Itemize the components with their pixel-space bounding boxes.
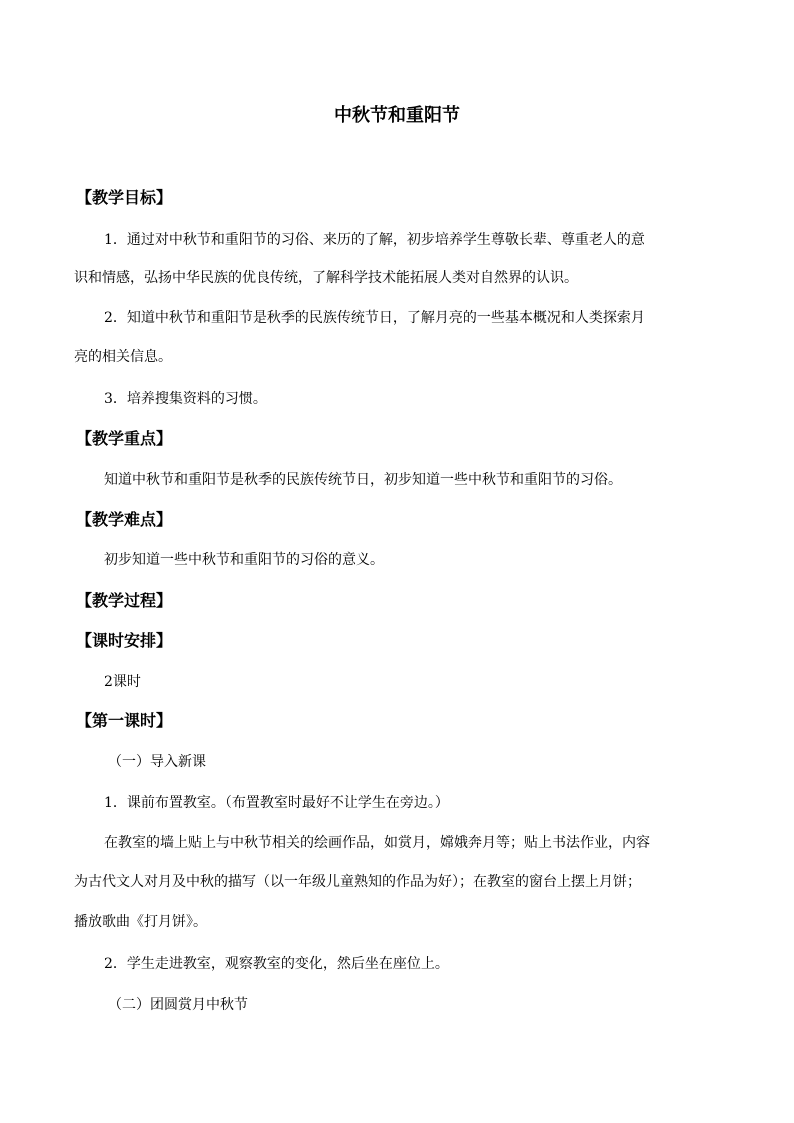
part1-title: （一）导入新课 (108, 754, 206, 770)
process-heading: 【教学过程】 (76, 591, 173, 610)
document-title: 中秋节和重阳节 (334, 105, 460, 126)
step1-detail-line-2: 为古代文人对月及中秋的描写（以一年级儿童熟知的作品为好）；在教室的窗台上摆上月饼； (74, 874, 641, 890)
schedule-text: 2课时 (104, 674, 141, 690)
step1-detail-line-1: 在教室的墙上贴上与中秋节相关的绘画作品，如赏月，嫦娥奔月等；贴上书法作业，内容 (104, 835, 650, 851)
step2: 2．学生走进教室，观察教室的变化，然后坐在座位上。 (104, 956, 449, 972)
difficulties-heading: 【教学难点】 (76, 510, 173, 529)
objective-2-line-2: 亮的相关信息。 (74, 349, 172, 365)
key-points-text: 知道中秋节和重阳节是秋季的民族传统节日，初步知道一些中秋节和重阳节的习俗。 (104, 472, 622, 488)
objectives-heading: 【教学目标】 (76, 188, 173, 207)
objective-3: 3．培养搜集资料的习惯。 (104, 391, 267, 407)
schedule-heading: 【课时安排】 (76, 631, 173, 650)
objective-1-line-2: 识和情感，弘扬中华民族的优良传统，了解科学技术能拓展人类对自然界的认识。 (74, 270, 578, 286)
step1-detail-line-3: 播放歌曲《打月饼》。 (74, 914, 207, 930)
step1: 1．课前布置教室。（布置教室时最好不让学生在旁边。） (104, 795, 449, 811)
difficulties-text: 初步知道一些中秋节和重阳节的习俗的意义。 (104, 552, 384, 568)
key-points-heading: 【教学重点】 (76, 429, 173, 448)
objective-1-line-1: 1．通过对中秋节和重阳节的习俗、来历的了解，初步培养学生尊敬长辈、尊重老人的意 (104, 232, 645, 248)
objective-2-line-1: 2．知道中秋节和重阳节是秋季的民族传统节日，了解月亮的一些基本概况和人类探索月 (104, 310, 645, 326)
part2-title: （二）团圆赏月中秋节 (108, 997, 248, 1013)
lesson1-heading: 【第一课时】 (76, 711, 173, 730)
